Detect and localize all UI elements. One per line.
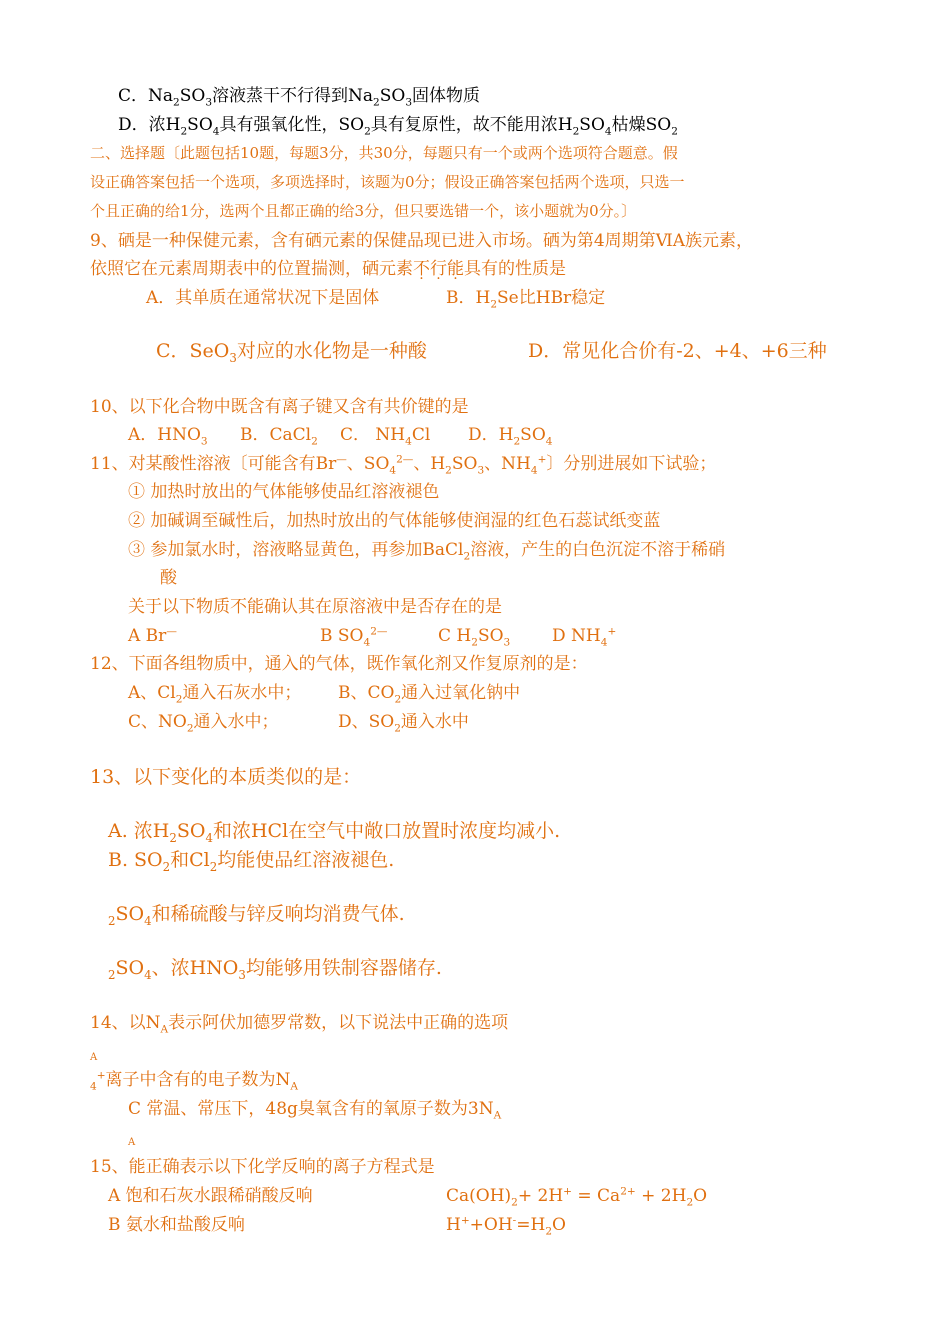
q11-stem: 11、对某酸性溶液〔可能含有Br—、$SO_4^{2—}$、$H_2SO_3$、$NH_4^+$〕分别进展如下试验；: [90, 453, 717, 477]
q11-item-1: ① 加热时放出的气体能够使品红溶液褪色: [128, 482, 440, 502]
option-c-q8: C．$Na_2SO_3$溶液蒸干不行得到$Na_2SO_3$固体物质: [118, 86, 481, 109]
section-header-line2: 设正确答案包括一个选项，多项选择时，该题为0分；假设正确答案包括两个选项，只选一: [90, 173, 685, 191]
q13-option-d: $_2SO_4$、浓$HNO_3$均能够用铁制容器储存.: [108, 957, 442, 982]
q13-option-b: B. $SO_2$和$Cl_2$均能使品红溶液褪色.: [108, 849, 395, 874]
section-header-line1: 二、选择题〔此题包括10题，每题3分，共30分，每题只有一个或两个选项符合题意。假: [90, 144, 678, 162]
q14-fragment-a2: A: [128, 1137, 136, 1148]
q11-item-2: ② 加碱调至碱性后，加热时放出的气体能够使润湿的红色石蕊试纸变蓝: [128, 511, 661, 531]
q15-option-b-text: B 氨水和盐酸反响: [108, 1215, 245, 1235]
q9-option-d: D．常见化合价有-2、+4、+6三种: [528, 340, 827, 362]
option-d-q8: D．浓$H_2SO_4$具有强氧化性，$SO_2$具有复原性，故不能用浓$H_2SO_4$枯燥$SO_2$: [118, 115, 678, 138]
q15-stem: 15、能正确表示以下化学反响的离子方程式是: [90, 1157, 435, 1177]
q12-options-cd: C、$NO_2$通入水中； D、$SO_2$通入水中: [128, 712, 469, 735]
q9-stem-line2: 依照它在元素周期表中的位置揣测，硒元素不行能具有的性质是: [90, 259, 566, 279]
q11-options: A Br— B $SO_4^{2—}$ C $H_2SO_3$ D $NH_4^+$: [128, 625, 617, 649]
q12-options-ab: A、$Cl_2$通入石灰水中； B、$CO_2$通入过氧化钠中: [128, 683, 521, 706]
q9-option-c: C．SeO$_3$对应的水化物是一种酸: [156, 340, 427, 365]
q14-fragment-a: A: [90, 1052, 98, 1063]
q15-option-b-equation: $H^++OH^-=H_2O$: [446, 1214, 566, 1238]
q10-options: A．$HNO_3$ B．CaCl$_2$ C． $NH_4Cl$ D．$H_2SO_4$: [128, 425, 553, 448]
q9-option-b: B．$H_2Se$比HBr稳定: [446, 288, 606, 311]
q9-stem-line1: 9、硒是一种保健元素，含有硒元素的保健品现已进入市场。硒为第4周期第ⅥA族元素，: [90, 231, 754, 251]
q13-stem: 13、以下变化的本质类似的是：: [90, 766, 362, 788]
q15-option-a-text: A 饱和石灰水跟稀硝酸反响: [108, 1186, 313, 1206]
q13-option-c: $_2SO_4$和稀硫酸与锌反响均消费气体.: [108, 903, 405, 928]
q13-option-a: A. 浓$H_2SO_4$和浓HCl在空气中敞口放置时浓度均减小.: [108, 820, 561, 845]
q15-option-a-equation: $Ca(OH)_2+ 2H^+ = Ca^{2+} + 2H_2O$: [446, 1185, 708, 1209]
q14-stem: 14、以$N_A$表示阿伏加德罗常数，以下说法中正确的选项: [90, 1013, 509, 1036]
q10-stem: 10、以下化合物中既含有离子键又含有共价键的是: [90, 397, 469, 417]
q11-question: 关于以下物质不能确认其在原溶液中是否存在的是: [128, 597, 502, 617]
q11-item-3-cont: 酸: [160, 568, 177, 588]
q12-stem: 12、下面各组物质中，通入的气体，既作氧化剂又作复原剂的是：: [90, 654, 588, 674]
section-header-line3: 个且正确的给1分，选两个且都正确的给3分，但只要选错一个，该小题就为0分。〕: [90, 202, 637, 220]
q14-fragment-line: $_4$+离子中含有的电子数为$N_A$: [90, 1069, 299, 1093]
q11-item-3: ③ 参加氯水时，溶液略显黄色，再参加BaCl$_2$溶液，产生的白色沉淀不溶于稀硝: [128, 540, 726, 563]
q14-option-c: C 常温、常压下，48g臭氧含有的氧原子数为$3N_A$: [128, 1099, 502, 1122]
q9-option-a: A．其单质在通常状况下是固体: [146, 288, 380, 308]
